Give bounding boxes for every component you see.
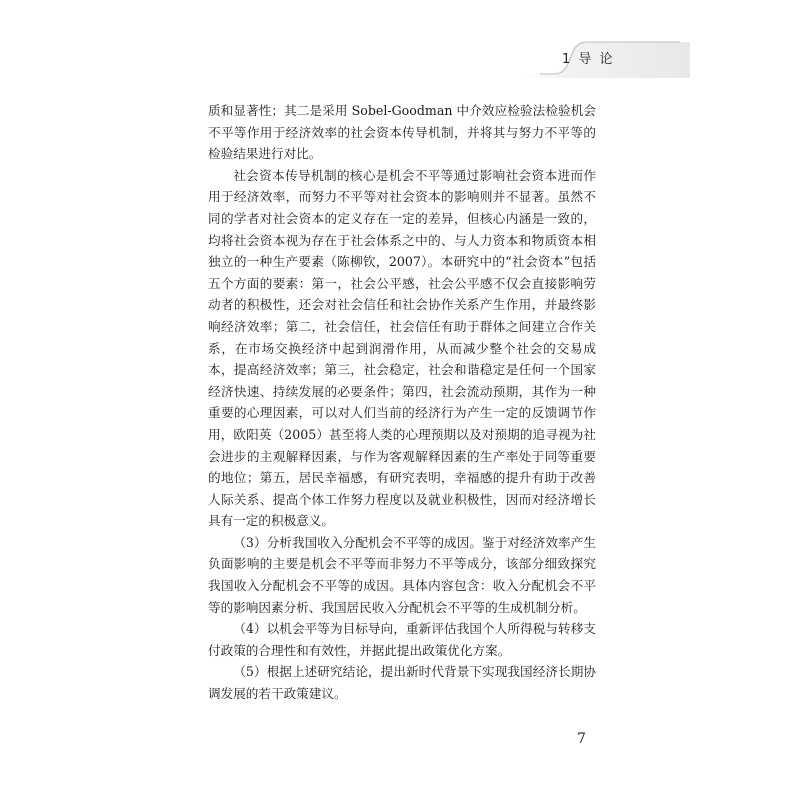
paragraph: （3）分析我国收入分配机会不平等的成因。鉴于对经济效率产生负面影响的主要是机会不平等而非努力不平等成分，该部分细致探究我国收入分配机会不平等的成因。具体内容包含：收入分配机会不平等的影响因素分析、我国居民收入分配机会不平等的生成机制分析。: [208, 534, 596, 615]
running-header: [520, 38, 690, 78]
running-title: 1 导 论: [562, 52, 615, 67]
paragraph: （5）根据上述研究结论，提出新时代背景下实现我国经济长期协调发展的若干政策建议。: [208, 664, 596, 702]
body-text: [208, 100, 596, 705]
paragraph: 质和显著性；其二是采用 Sobel-Goodman 中介效应检验法检验机会不平等作用于经济效率的社会资本传导机制，并将其与努力不平等的检验结果进行对比。: [208, 103, 596, 162]
paragraph: 社会资本传导机制的核心是机会不平等通过影响社会资本进而作用于经济效率，而努力不平等对社会资本的影响则并不显著。虽然不同的学者对社会资本的定义存在一定的差异，但核心内涵是一致的，均将社会资本视为存在于社会体系之中的、与人力资本和物质资本相独立的一种生产要素（陈柳钦，2007）。本研究中的“社会资本”包括五个方面的要素：第一，社会公平感，社会公平感不仅会直接影响劳动者的积极性，还会对社会信任和社会协作关系产生作用，并最终影响经济效率；第二，社会信任，社会信任有助于群体之间建立合作关系，在市场交换经济中起到润滑作用，从而减少整个社会的交易成本，提高经济效率；第三，社会稳定，社会和谐稳定是任何一个国家经济快速、持续发展的必要条件；第四，社会流动预期，其作为一种重要的心理因素，可以对人们当前的经济行为产生一定的反馈调节作用，欧阳英（2005）甚至将人类的心理预期以及对预期的追寻视为社会进步的主观解释因素，与作为客观解释因素的生产率处于同等重要的地位；第五，居民幸福感，有研究表明，幸福感的提升有助于改善人际关系、提高个体工作努力程度以及就业积极性，因而对经济增长具有一定的积极意义。: [208, 167, 596, 529]
paragraph: （4）以机会平等为目标导向，重新评估我国个人所得税与转移支付政策的合理性和有效性，并据此提出政策优化方案。: [208, 621, 596, 658]
page-number: 7: [577, 731, 586, 747]
